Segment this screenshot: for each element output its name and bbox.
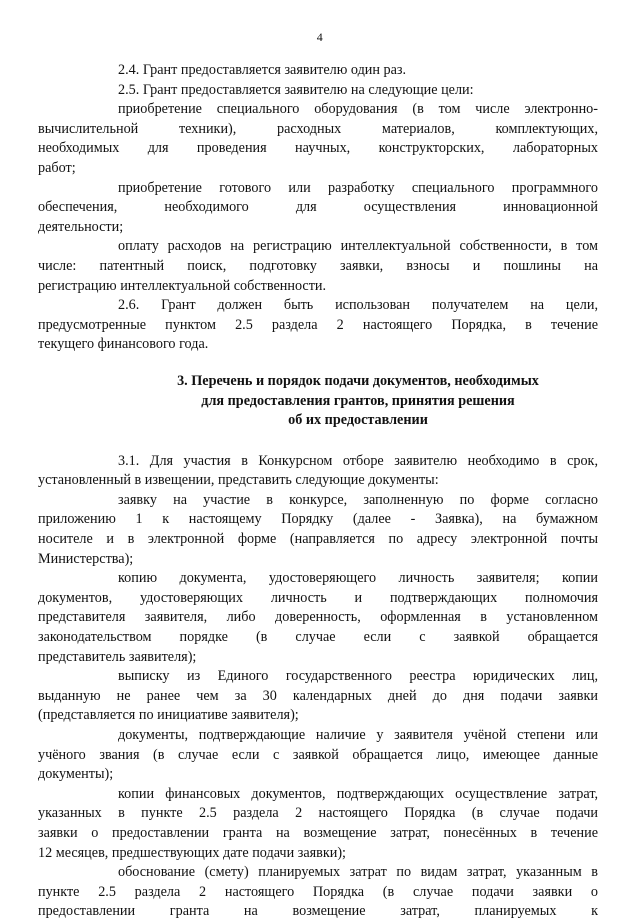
heading-line: 3. Перечень и порядок подачи документов, необходимых xyxy=(177,372,539,389)
text-line: носителе и в электронной форме (направляется по адресу электронной почты xyxy=(38,531,598,548)
text-line: 3.1. Для участия в Конкурсном отборе заявителю необходимо в срок, xyxy=(118,452,598,469)
text-line: деятельности; xyxy=(38,218,124,235)
text-line: предусмотренные пунктом 2.5 раздела 2 настоящего Порядка, в течение xyxy=(38,316,598,333)
section-3-items xyxy=(38,452,598,922)
document-body xyxy=(38,61,598,922)
text-line: пункте 2.5 раздела 2 настоящего Порядка (в случае подачи заявки о xyxy=(38,883,598,900)
text-line: предоставлении гранта на возмещение затрат, планируемых к xyxy=(38,903,598,920)
text-line: документы); xyxy=(38,766,114,783)
text-line: 2.6. Грант должен быть использован получателем на цели, xyxy=(118,297,598,314)
text-line: (представляется по инициативе заявителя); xyxy=(38,707,299,724)
text-line: установленный в извещении, представить следующие документы: xyxy=(38,472,439,489)
text-line: представитель заявителя); xyxy=(38,648,197,665)
text-line: необходимых для проведения научных, конструкторских, лабораторных xyxy=(38,140,598,157)
text-line: числе: патентный поиск, подготовку заявки, взносы и пошлины на xyxy=(38,257,598,274)
text-line: заявку на участие в конкурсе, заполненную по форме согласно xyxy=(118,491,598,508)
text-line: обеспечения, необходимого для осуществления инновационной xyxy=(38,199,598,216)
text-line: приобретение специального оборудования (в том числе электронно- xyxy=(118,101,598,118)
text-line: 12 месяцев, предшествующих дате подачи заявки); xyxy=(38,844,346,861)
text-line: регистрацию интеллектуальной собственности. xyxy=(38,277,327,294)
text-line: оплату расходов на регистрацию интеллектуальной собственности, в том xyxy=(118,238,598,255)
text-line: указанных в пункте 2.5 раздела 2 настоящего Порядка (в случае подачи xyxy=(38,805,598,822)
text-line: текущего финансового года. xyxy=(38,336,209,353)
text-line: приложению 1 к настоящему Порядку (далее - Заявка), на бумажном xyxy=(38,511,598,528)
text-line: законодательством порядке (в случае если с заявкой обращается xyxy=(38,629,598,646)
text-line: представителя заявителя, либо доверенность, оформленная в установленном xyxy=(38,609,598,626)
text-line: документов, удостоверяющих личность и подтверждающих полномочия xyxy=(38,589,598,606)
text-line: обоснование (смету) планируемых затрат по видам затрат, указанным в xyxy=(118,864,598,881)
text-line: копию документа, удостоверяющего личность заявителя; копии xyxy=(118,570,598,587)
text-line: выданную не ранее чем за 30 календарных дней до дня подачи заявки xyxy=(38,687,598,704)
text-line: вычислительной техники), расходных материалов, комплектующих, xyxy=(38,120,598,137)
heading-line: об их предоставлении xyxy=(288,412,428,429)
text-line: документы, подтверждающие наличие у заявителя учёной степени или xyxy=(118,727,598,743)
text-line: заявки о предоставлении гранта на возмещение затрат, понесённых в течение xyxy=(38,824,598,841)
text-line: выписку из Единого государственного реестра юридических лиц, xyxy=(118,668,598,685)
section-3-heading xyxy=(118,372,598,431)
text-line: работ; xyxy=(38,159,76,176)
text-line: приобретение готового или разработку специального программного xyxy=(118,179,598,196)
heading-line: для предоставления грантов, принятия решения xyxy=(201,392,515,409)
page-number: 4 xyxy=(316,30,324,44)
section-2-items xyxy=(38,61,598,355)
text-line: учёного звания (в случае если с заявкой обращается лицо, имеющее данные xyxy=(38,746,598,763)
text-line: Министерства); xyxy=(38,550,134,567)
text-line: 2.4. Грант предоставляется заявителю один раз. xyxy=(118,62,407,78)
text-line: 2.5. Грант предоставляется заявителю на следующие цели: xyxy=(118,81,474,98)
text-line: копии финансовых документов, подтверждающих осуществление затрат, xyxy=(118,785,598,802)
